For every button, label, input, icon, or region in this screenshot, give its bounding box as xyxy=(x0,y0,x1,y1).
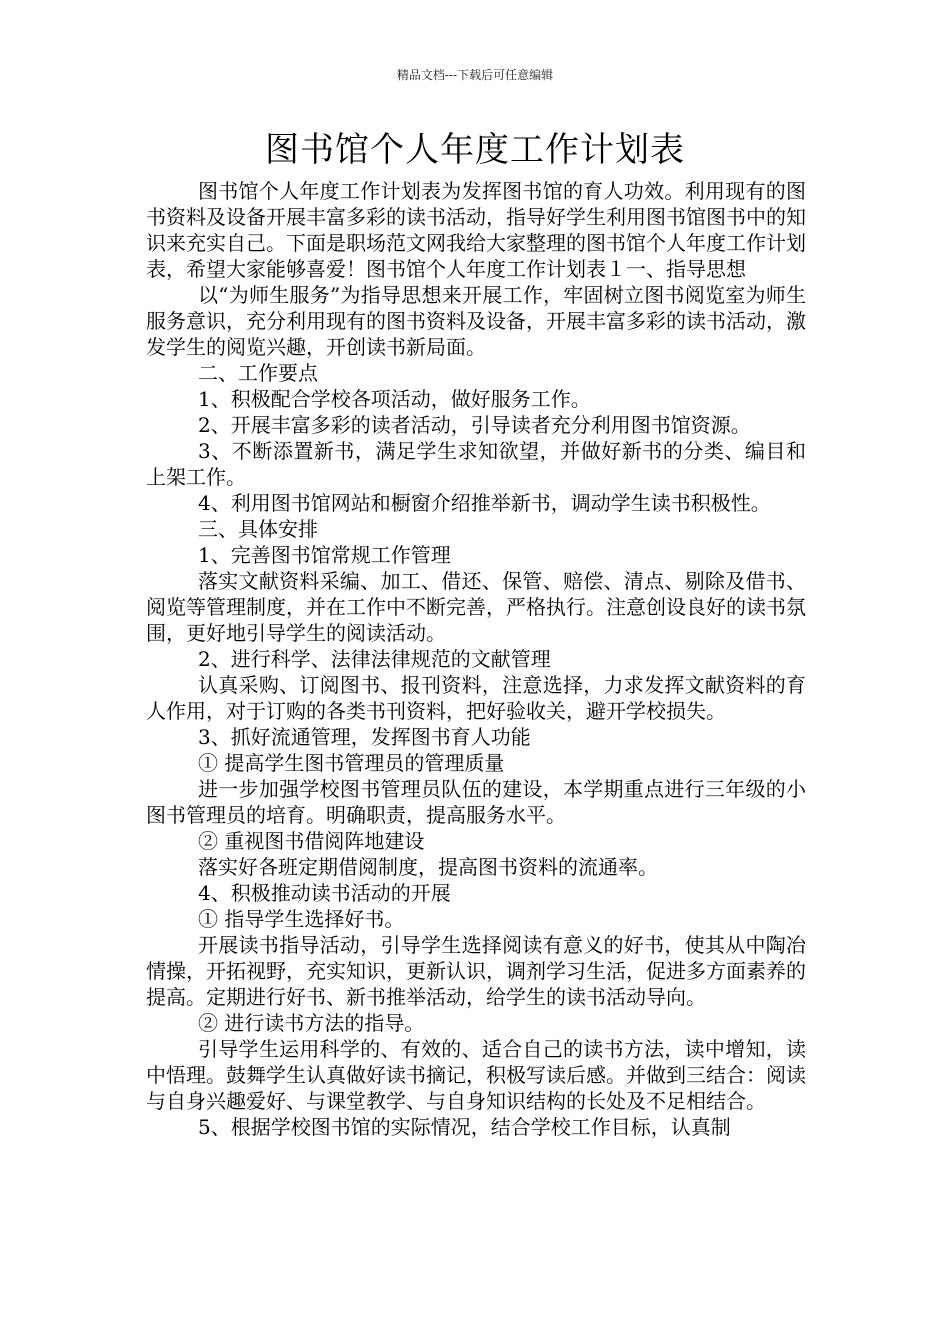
subsection-heading: 4、积极推动读书活动的开展 xyxy=(198,881,451,905)
paragraph: 开展读书指导活动，引导学生选择阅读有意义的好书，使其从中陶冶情操，开拓视野，充实知识，更新认识，调剂学习生活，促进多方面素养的提高。定期进行好书、新书推举活动，给学生的读书活动导向。 xyxy=(146,933,806,1009)
paragraph: 以“为师生服务”为指导思想来开展工作，牢固树立图书阅览室为师生服务意识，充分利用现有的图书资料及设备，开展丰富多彩的读书活动，激发学生的阅览兴趣，开创读书新局面。 xyxy=(146,283,806,359)
subsection-heading: 2、进行科学、法律法律规范的文献管理 xyxy=(198,647,551,671)
list-item: 1、积极配合学校各项活动，做好服务工作。 xyxy=(198,387,591,411)
paragraph: 认真采购、订阅图书、报刊资料，注意选择，力求发挥文献资料的育人作用，对于订购的各类书刊资料，把好验收关，避开学校损失。 xyxy=(146,673,806,723)
document-body xyxy=(146,178,806,1140)
paragraph: 图书馆个人年度工作计划表为发挥图书馆的育人功效。利用现有的图书资料及设备开展丰富多彩的读书活动，指导好学生利用图书馆图书中的知识来充实自己。下面是职场范文网我给大家整理的图书馆个人年度工作计划表，希望大家能够喜爱！图书馆个人年度工作计划表１一、指导思想 xyxy=(146,179,806,281)
paragraph: 进一步加强学校图书管理员队伍的建设，本学期重点进行三年级的小图书管理员的培育。明确职责，提高服务水平。 xyxy=(146,777,806,827)
subsection-heading: 3、抓好流通管理，发挥图书育人功能 xyxy=(198,725,531,749)
paragraph: 落实好各班定期借阅制度，提高图书资料的流通率。 xyxy=(198,855,658,879)
document-title: 图书馆个人年度工作计划表 xyxy=(265,130,685,170)
page-header: 精品文档---下载后可任意编辑 xyxy=(396,68,554,82)
section-heading: 三、具体安排 xyxy=(198,517,318,541)
paragraph: 引导学生运用科学的、有效的、适合自己的读书方法，读中增知，读中悟理。鼓舞学生认真做好读书摘记，积极写读后感。并做到三结合：阅读与自身兴趣爱好、与课堂教学、与自身知识结构的长处及不足相结合。 xyxy=(146,1037,806,1113)
sub-item-heading: ① 提高学生图书管理员的管理质量 xyxy=(198,751,505,775)
list-item: 4、利用图书馆网站和橱窗介绍推举新书，调动学生读书积极性。 xyxy=(198,491,771,515)
sub-item-heading: ② 进行读书方法的指导。 xyxy=(198,1011,425,1035)
subsection-heading: 1、完善图书馆常规工作管理 xyxy=(198,543,451,567)
sub-item-heading: ① 指导学生选择好书。 xyxy=(198,907,405,931)
sub-item-heading: ② 重视图书借阅阵地建设 xyxy=(198,829,425,853)
list-item: 2、开展丰富多彩的读者活动，引导读者充分利用图书馆资源。 xyxy=(198,413,751,437)
section-heading: 二、工作要点 xyxy=(198,361,318,385)
paragraph: 落实文献资料采编、加工、借还、保管、赔偿、清点、剔除及借书、阅览等管理制度，并在工作中不断完善，严格执行。注意创设良好的读书氛围，更好地引导学生的阅读活动。 xyxy=(146,569,806,645)
paragraph: 5、根据学校图书馆的实际情况，结合学校工作目标，认真制 xyxy=(198,1115,731,1139)
list-item: 3、不断添置新书，满足学生求知欲望，并做好新书的分类、编目和上架工作。 xyxy=(146,439,806,489)
